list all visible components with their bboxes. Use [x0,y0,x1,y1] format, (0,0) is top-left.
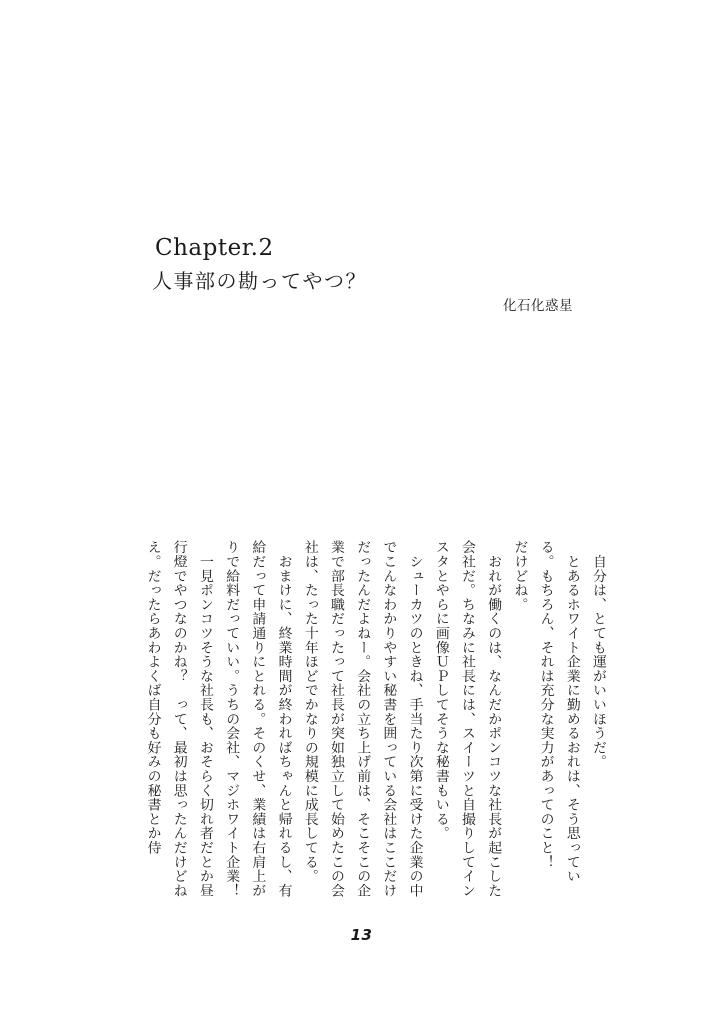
paragraph: おれが働くのは、なんだかポンコツな社長が起こした会社だ。ちなみに社長には、スイーツと自撮りしてインスタとやらに画像ＵＰしてそうな秘書もいる。 [432,540,502,898]
paragraph: 自分は、とても運がいいほうだ。 [590,540,606,769]
paragraph: だけどね。 [511,540,528,612]
chapter-title: 人事部の勘ってやつ？ [152,269,367,293]
page-number: 13 [350,926,373,944]
paragraph: 一見ポンコツそうな社長も、おそらく切れ者だとか昼行燈でやつなのかね？ って、最初は思ったんだけどねえ。だったらあわよくば自分も好みの秘書とか侍 [144,540,213,898]
paragraph: おまけに、終業時間が終わればちゃんと帰れるし、有給だって申請通りにとれる。そのくせ、業績は右肩上がりで給料だっていい。うちの会社、マジホワイト企業！ [223,540,292,898]
chapter-label: Chapter.2 [155,235,274,261]
paragraph: とあるホワイト企業に勤めるおれは、そう思っている。もちろん、それは充分な実力があってのこと！ [537,540,580,884]
paragraph: シューカツのときね、手当たり次第に受けた企業の中でこんなわかりやすい秘書を囲っている会社はここだけだったんだよねー。会社の立ち上げ前は、そこそこの企業で部長職だったって社長が突如独立して始めたこの会社は、たった十年ほどでかなりの規模に成長してる。 [301,540,423,898]
body-text [139,540,611,905]
author-name: 化石化惑星 [503,298,573,314]
